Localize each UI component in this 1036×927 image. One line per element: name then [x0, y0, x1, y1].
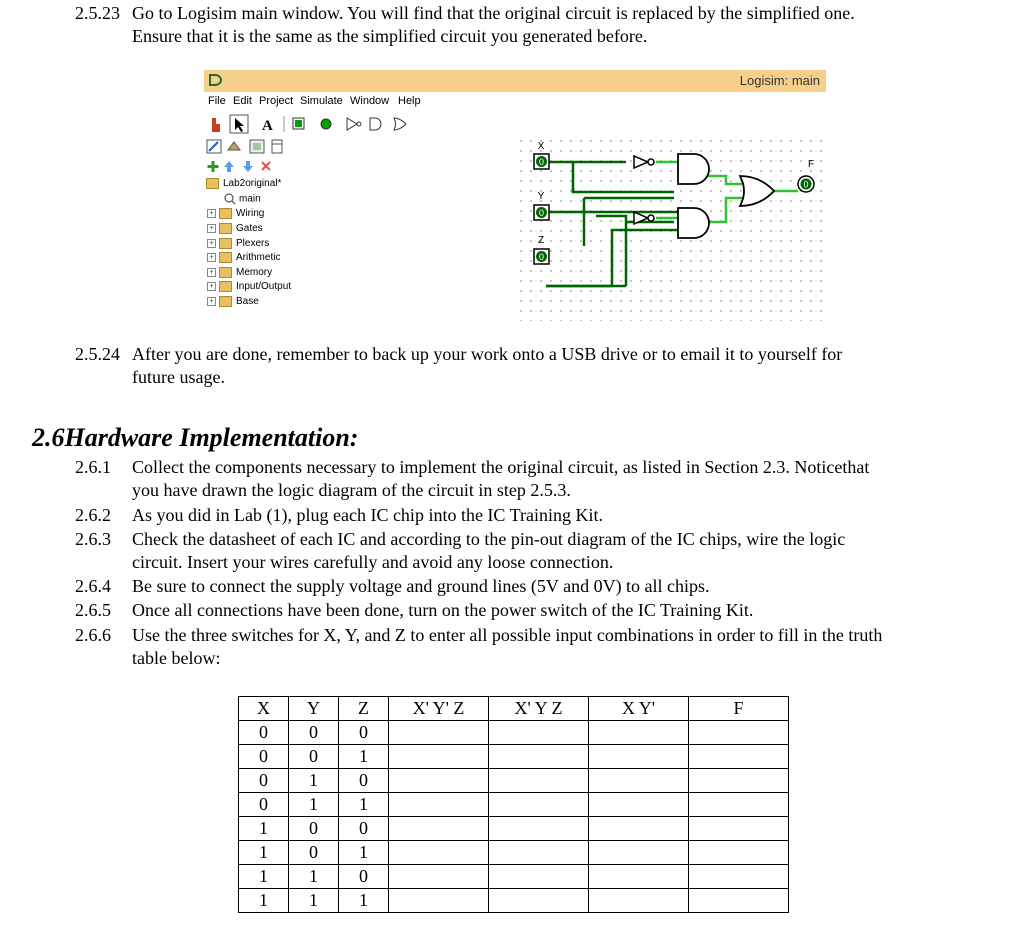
- step-number: 2.6.3: [75, 529, 111, 549]
- table-cell[interactable]: [589, 889, 689, 913]
- not-gate-icon[interactable]: [347, 118, 361, 130]
- table-cell: 1: [239, 889, 289, 913]
- expand-icon: +: [207, 209, 216, 218]
- and-gate-top[interactable]: [678, 154, 709, 184]
- menu-window[interactable]: Window: [350, 95, 390, 107]
- table-row: [239, 889, 789, 913]
- tree-library-memory[interactable]: + Memory: [207, 267, 272, 278]
- or-gate[interactable]: [740, 176, 774, 206]
- folder-icon: [219, 223, 232, 234]
- toggle-explorer-icon[interactable]: [250, 140, 264, 153]
- table-cell[interactable]: [389, 793, 489, 817]
- table-cell: 0: [289, 841, 339, 865]
- table-cell[interactable]: [689, 769, 789, 793]
- table-cell[interactable]: [489, 841, 589, 865]
- expand-icon: +: [207, 282, 216, 291]
- table-cell: 1: [339, 889, 389, 913]
- table-cell: 1: [289, 769, 339, 793]
- table-cell: 0: [289, 817, 339, 841]
- output-pin-f[interactable]: [798, 159, 814, 192]
- table-row: [239, 793, 789, 817]
- table-cell: 1: [339, 745, 389, 769]
- table-header-cell: X Y': [589, 697, 689, 721]
- move-down-icon[interactable]: [243, 161, 253, 172]
- expand-icon: +: [207, 239, 216, 248]
- window-title: Logisim: main: [739, 73, 820, 88]
- menu-bar: [204, 92, 826, 112]
- circuit-canvas[interactable]: [516, 136, 826, 321]
- table-header-cell: X' Y Z: [489, 697, 589, 721]
- input-pin-icon[interactable]: [293, 118, 304, 129]
- step-text: Be sure to connect the supply voltage and ground lines (5V and 0V) to all chips.: [132, 576, 710, 596]
- step-number: 2.6.5: [75, 600, 111, 620]
- menu-project[interactable]: Project: [259, 95, 294, 107]
- table-cell[interactable]: [389, 889, 489, 913]
- table-cell: 0: [289, 721, 339, 745]
- table-cell: 1: [339, 793, 389, 817]
- table-header-cell: Y: [289, 697, 339, 721]
- table-cell: 0: [339, 721, 389, 745]
- step-text: Once all connections have been done, turn on the power switch of the IC Training Kit.: [132, 600, 754, 620]
- table-row: [239, 721, 789, 745]
- table-cell: 1: [289, 793, 339, 817]
- logisim-screenshot: [204, 70, 826, 321]
- step-text: Use the three switches for X, Y, and Z to enter all possible input combinations in order to fill in the truth: [132, 625, 883, 645]
- table-cell[interactable]: [689, 721, 789, 745]
- step-text-continued: future usage.: [132, 367, 225, 387]
- folder-icon: [219, 281, 232, 292]
- table-cell: 0: [289, 745, 339, 769]
- truth-table: [238, 696, 789, 913]
- table-cell[interactable]: [589, 769, 689, 793]
- edit-circuit-icon[interactable]: [207, 140, 221, 153]
- step-number: 2.6.2: [75, 505, 111, 525]
- table-cell: 0: [239, 769, 289, 793]
- table-cell[interactable]: [489, 889, 589, 913]
- table-header-row: [239, 697, 789, 721]
- menu-help[interactable]: Help: [398, 95, 421, 107]
- table-header-cell: Z: [339, 697, 389, 721]
- input-pin-y[interactable]: [534, 191, 549, 220]
- table-header-cell: X' Y' Z: [389, 697, 489, 721]
- table-cell[interactable]: [489, 817, 589, 841]
- and-gate-icon[interactable]: [370, 118, 381, 130]
- table-cell[interactable]: [389, 841, 489, 865]
- table-cell: 0: [339, 865, 389, 889]
- step-text: As you did in Lab (1), plug each IC chip into the IC Training Kit.: [132, 505, 603, 525]
- step-2-5-24: [75, 343, 1015, 389]
- table-cell[interactable]: [389, 769, 489, 793]
- step-number: 2.6.1: [75, 457, 111, 477]
- table-cell: 0: [239, 745, 289, 769]
- input-pin-z[interactable]: [534, 235, 549, 264]
- or-gate-icon[interactable]: [394, 118, 406, 130]
- table-cell[interactable]: [689, 745, 789, 769]
- table-cell: 1: [289, 889, 339, 913]
- table-cell[interactable]: [389, 865, 489, 889]
- explorer-tree: [204, 176, 526, 321]
- svg-text:X: X: [537, 141, 545, 152]
- svg-text:0: 0: [538, 252, 545, 262]
- toggle-table-icon[interactable]: [272, 140, 282, 153]
- table-cell[interactable]: [589, 841, 689, 865]
- tree-circuit-main[interactable]: main: [224, 193, 261, 205]
- table-cell[interactable]: [389, 721, 489, 745]
- table-cell: 1: [239, 841, 289, 865]
- logisim-logo-icon: [208, 73, 224, 87]
- step-number: 2.5.23: [75, 3, 120, 23]
- title-bar: [204, 70, 826, 92]
- expand-icon: +: [207, 253, 216, 262]
- tree-library-base[interactable]: + Base: [207, 296, 259, 307]
- select-tool-icon[interactable]: [230, 115, 248, 133]
- delete-circuit-icon[interactable]: [262, 162, 270, 170]
- step-text-continued: circuit. Insert your wires carefully and avoid any loose connection.: [132, 552, 614, 572]
- tree-library-arithmetic[interactable]: + Arithmetic: [207, 252, 280, 263]
- table-cell[interactable]: [689, 817, 789, 841]
- svg-text:0: 0: [538, 157, 545, 167]
- svg-text:A: A: [262, 118, 273, 134]
- folder-icon: [206, 178, 219, 189]
- text-tool-icon[interactable]: [262, 118, 273, 134]
- step-number: 2.6.4: [75, 576, 111, 596]
- menu-simulate[interactable]: Simulate: [300, 95, 343, 107]
- table-cell[interactable]: [589, 793, 689, 817]
- step-text-continued: table below:: [132, 648, 221, 668]
- edit-appearance-icon[interactable]: [228, 142, 240, 150]
- table-cell[interactable]: [489, 769, 589, 793]
- expand-icon: +: [207, 268, 216, 277]
- table-row: [239, 769, 789, 793]
- folder-icon: [219, 252, 232, 263]
- folder-icon: [219, 296, 232, 307]
- table-cell[interactable]: [589, 817, 689, 841]
- tree-library-plexers[interactable]: + Plexers: [207, 238, 269, 249]
- expand-icon: +: [207, 224, 216, 233]
- table-cell[interactable]: [489, 721, 589, 745]
- magnifier-icon: [224, 193, 236, 205]
- table-cell: 0: [339, 817, 389, 841]
- table-cell[interactable]: [689, 889, 789, 913]
- table-cell: 1: [239, 817, 289, 841]
- table-cell: 0: [339, 769, 389, 793]
- tree-project[interactable]: Lab2original*: [206, 178, 281, 189]
- folder-icon: [219, 267, 232, 278]
- tree-library-wiring[interactable]: + Wiring: [207, 208, 264, 219]
- menu-file[interactable]: File: [208, 95, 226, 107]
- table-cell[interactable]: [589, 721, 689, 745]
- expand-icon: +: [207, 297, 216, 306]
- table-cell[interactable]: [389, 817, 489, 841]
- step-text: Collect the components necessary to implement the original circuit, as listed in Section 2.3. Noticethat: [132, 457, 870, 477]
- table-row: [239, 817, 789, 841]
- section-heading: 2.6Hardware Implementation:: [32, 423, 359, 452]
- tree-library-gates[interactable]: + Gates: [207, 223, 263, 234]
- menu-edit[interactable]: Edit: [233, 95, 252, 107]
- step-number: 2.5.24: [75, 344, 120, 364]
- table-cell[interactable]: [689, 865, 789, 889]
- svg-text:Z: Z: [537, 235, 545, 246]
- step-text-continued: Ensure that it is the same as the simplified circuit you generated before.: [132, 26, 648, 46]
- poke-tool-icon[interactable]: [212, 118, 220, 132]
- toolbar-secondary: [204, 136, 304, 158]
- folder-icon: [219, 238, 232, 249]
- move-up-icon[interactable]: [224, 161, 234, 172]
- svg-text:0: 0: [803, 179, 809, 190]
- table-cell: 0: [239, 793, 289, 817]
- toolbar: [204, 112, 444, 136]
- table-cell[interactable]: [389, 745, 489, 769]
- table-header-cell: F: [689, 697, 789, 721]
- add-circuit-icon[interactable]: [208, 161, 219, 172]
- table-row: [239, 865, 789, 889]
- table-row: [239, 745, 789, 769]
- svg-text:0: 0: [538, 208, 545, 218]
- table-cell[interactable]: [489, 793, 589, 817]
- not-gate-top[interactable]: [634, 156, 654, 168]
- step-2-5-23: [75, 2, 1015, 48]
- input-pin-x[interactable]: [534, 141, 549, 169]
- table-cell[interactable]: [689, 841, 789, 865]
- toolbar-tree: [204, 158, 304, 176]
- table-row: [239, 841, 789, 865]
- svg-text:F: F: [807, 159, 815, 170]
- step-number: 2.6.6: [75, 625, 111, 645]
- step-text-continued: you have drawn the logic diagram of the circuit in step 2.5.3.: [132, 480, 571, 500]
- table-cell[interactable]: [689, 793, 789, 817]
- table-cell[interactable]: [489, 745, 589, 769]
- table-cell: 0: [239, 721, 289, 745]
- tree-library-input-output[interactable]: + Input/Output: [207, 281, 291, 292]
- svg-text:Y: Y: [537, 191, 545, 202]
- folder-icon: [219, 208, 232, 219]
- table-cell[interactable]: [489, 865, 589, 889]
- step-text: Go to Logisim main window. You will find that the original circuit is replaced by the simplified one.: [132, 3, 855, 23]
- table-cell[interactable]: [589, 865, 689, 889]
- and-gate-bottom[interactable]: [678, 208, 709, 238]
- step-text: Check the datasheet of each IC and according to the pin-out diagram of the IC chips, wire the logic: [132, 529, 846, 549]
- table-cell: 1: [289, 865, 339, 889]
- table-cell: 1: [339, 841, 389, 865]
- step-text: After you are done, remember to back up your work onto a USB drive or to email it to yourself for: [132, 344, 843, 364]
- table-cell[interactable]: [589, 745, 689, 769]
- output-pin-icon[interactable]: [321, 119, 331, 129]
- table-header-cell: X: [239, 697, 289, 721]
- table-cell: 1: [239, 865, 289, 889]
